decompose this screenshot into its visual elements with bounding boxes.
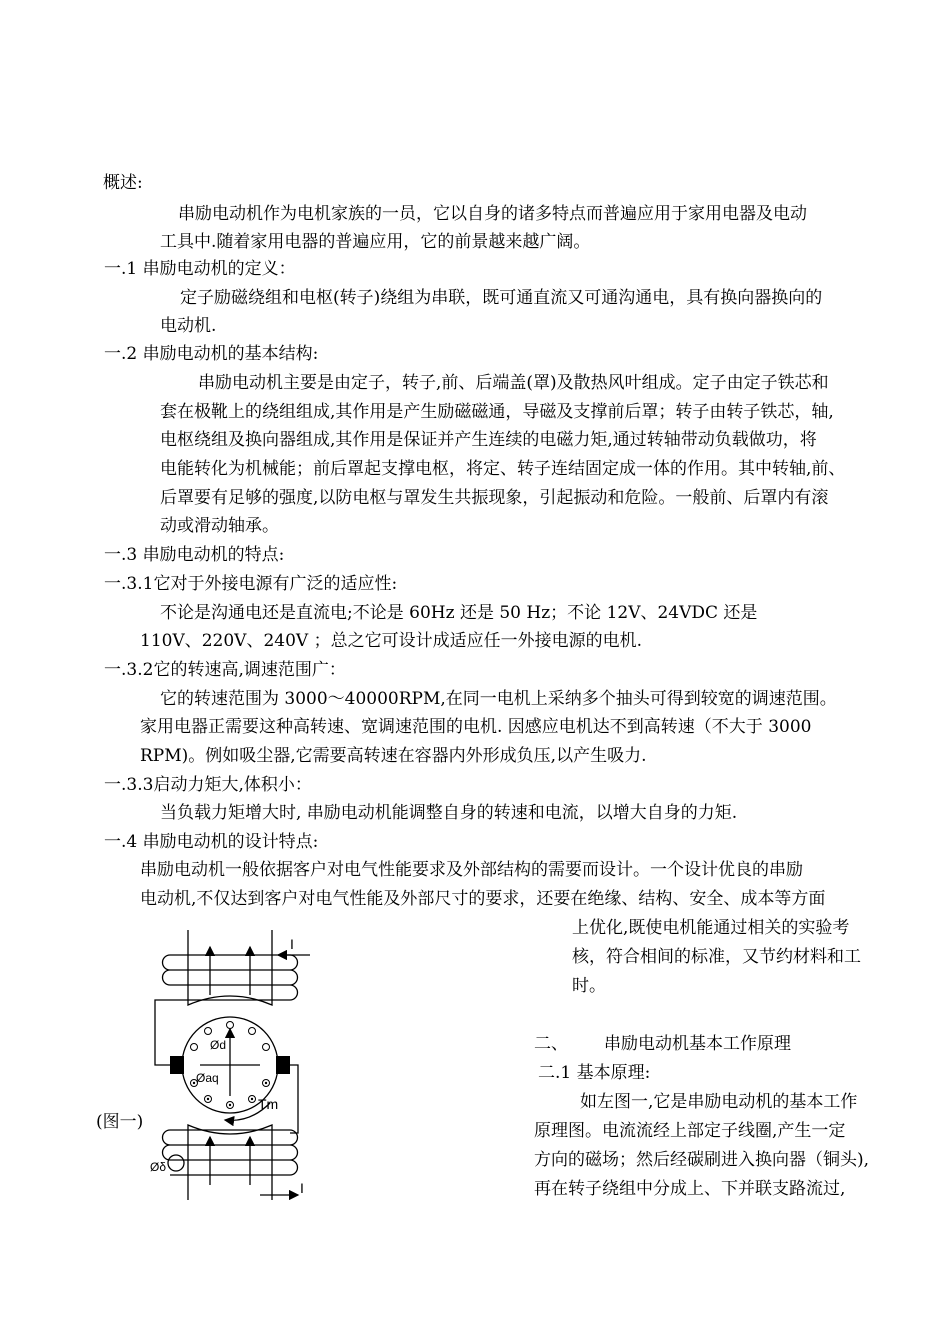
lower-pole <box>188 1125 272 1200</box>
label-current-top: I <box>290 936 294 952</box>
section-1-2-line-5: 后罩要有足够的强度,以防电枢与罩发生共振现象，引起振动和危险。一般前、后罩内有滚 <box>160 488 829 508</box>
figure-caption: (图一) <box>96 1112 144 1132</box>
right-brush <box>276 1056 290 1074</box>
upper-pole <box>188 930 272 1005</box>
section-1-4-line-1: 串励电动机一般依据客户对电气性能要求及外部结构的需要而设计。一个设计优良的串励 <box>140 860 803 880</box>
section-1-3-2-line-1: 它的转速范围为 3000～40000RPM,在同一电机上采纳多个抽头可得到较宽的调速范围。 <box>160 689 837 709</box>
upper-coil <box>163 955 298 1000</box>
section-2-title: 串励电动机基本工作原理 <box>604 1034 791 1054</box>
section-1-3-1-line-2: 110V、220V、240V ；总之它可设计成适应任一外接电源的电机. <box>140 631 642 651</box>
intro-line-2: 工具中.随着家用电器的普遍应用，它的前景越来越广阔。 <box>160 232 591 252</box>
left-brush <box>170 1056 184 1074</box>
label-torque: Tm <box>258 1096 279 1112</box>
section-1-2-line-1: 串励电动机主要是由定子，转子,前、后端盖(罩)及散热风叶组成。定子由定子铁芯和 <box>198 373 829 393</box>
label-current-bottom: I <box>300 1180 304 1196</box>
motor-diagram <box>140 925 400 1205</box>
label-phi-delta: Øδ <box>150 1160 167 1174</box>
section-2-1-line-1: 如左图一,它是串励电动机的基本工作 <box>580 1092 858 1112</box>
section-1-4-right-line-1: 上优化,既使电机能通过相关的实验考 <box>572 918 850 938</box>
section-1-3-3-line-1: 当负载力矩增大时, 串励电动机能调整自身的转速和电流，以增大自身的力矩. <box>160 803 738 823</box>
label-phi-aq: Øaq <box>196 1071 219 1085</box>
section-1-2-line-6: 动或滑动轴承。 <box>160 516 279 536</box>
section-2-1-line-4: 再在转子绕组中分成上、下并联支路流过, <box>534 1179 846 1199</box>
intro-line-1: 串励电动机作为电机家族的一员，它以自身的诸多特点而普遍应用于家用电器及电动 <box>178 204 807 224</box>
section-1-4-right-line-2: 核，符合相间的标准，又节约材料和工 <box>572 947 861 967</box>
section-1-4-line-2: 电动机,不仅达到客户对电气性能及外部尺寸的要求，还要在绝缘、结构、安全、成本等方面 <box>140 889 826 909</box>
section-2-1-line-3: 方向的磁场；然后经碳刷进入换向器（铜头), <box>534 1150 870 1170</box>
section-2-number: 二、 <box>534 1034 568 1054</box>
section-1-3-heading: 一.3 串励电动机的特点: <box>104 545 285 565</box>
label-phi-d: Ød <box>210 1038 227 1052</box>
section-1-1-line-2: 电动机. <box>160 316 217 336</box>
section-1-3-3-heading: 一.3.3启动力矩大,体积小： <box>104 775 312 795</box>
section-1-2-heading: 一.2 串励电动机的基本结构: <box>104 344 319 364</box>
section-1-3-2-line-2: 家用电器正需要这种高转速、宽调速范围的电机. 因感应电机达不到高转速（不大于 3000 <box>140 717 812 737</box>
section-1-3-2-line-3: RPM)。例如吸尘器,它需要高转速在容器内外形成负压,以产生吸力. <box>140 746 647 766</box>
section-1-4-right-line-3: 时。 <box>572 976 606 996</box>
section-1-3-2-heading: 一.3.2它的转速高,调速范围广： <box>104 660 346 680</box>
section-1-4-heading: 一.4 串励电动机的设计特点: <box>104 832 319 852</box>
overview-label: 概述: <box>103 173 143 193</box>
section-1-2-line-3: 电枢绕组及换向器组成,其作用是保证并产生连续的电磁力矩,通过转轴带动负载做功，将 <box>160 430 817 450</box>
section-2-1-heading: 二.1 基本原理: <box>538 1063 651 1083</box>
section-1-2-line-4: 电能转化为机械能；前后罩起支撑电枢，将定、转子连结固定成一体的作用。其中转轴,前、 <box>160 459 846 479</box>
section-1-1-line-1: 定子励磁绕组和电枢(转子)绕组为串联，既可通直流又可通沟通电，具有换向器换向的 <box>180 288 823 308</box>
section-2-1-line-2: 原理图。电流流经上部定子线圈,产生一定 <box>534 1121 846 1141</box>
section-1-1-heading: 一.1 串励电动机的定义： <box>104 259 296 279</box>
section-1-2-line-2: 套在极靴上的绕组组成,其作用是产生励磁磁通，导磁及支撑前后罩；转子由转子铁芯，轴, <box>160 402 834 422</box>
section-1-3-1-line-1: 不论是沟通电还是直流电;不论是 60Hz 还是 50 Hz；不论 12V、24VDC 还是 <box>160 603 758 623</box>
section-1-3-1-heading: 一.3.1它对于外接电源有广泛的适应性: <box>104 574 398 594</box>
